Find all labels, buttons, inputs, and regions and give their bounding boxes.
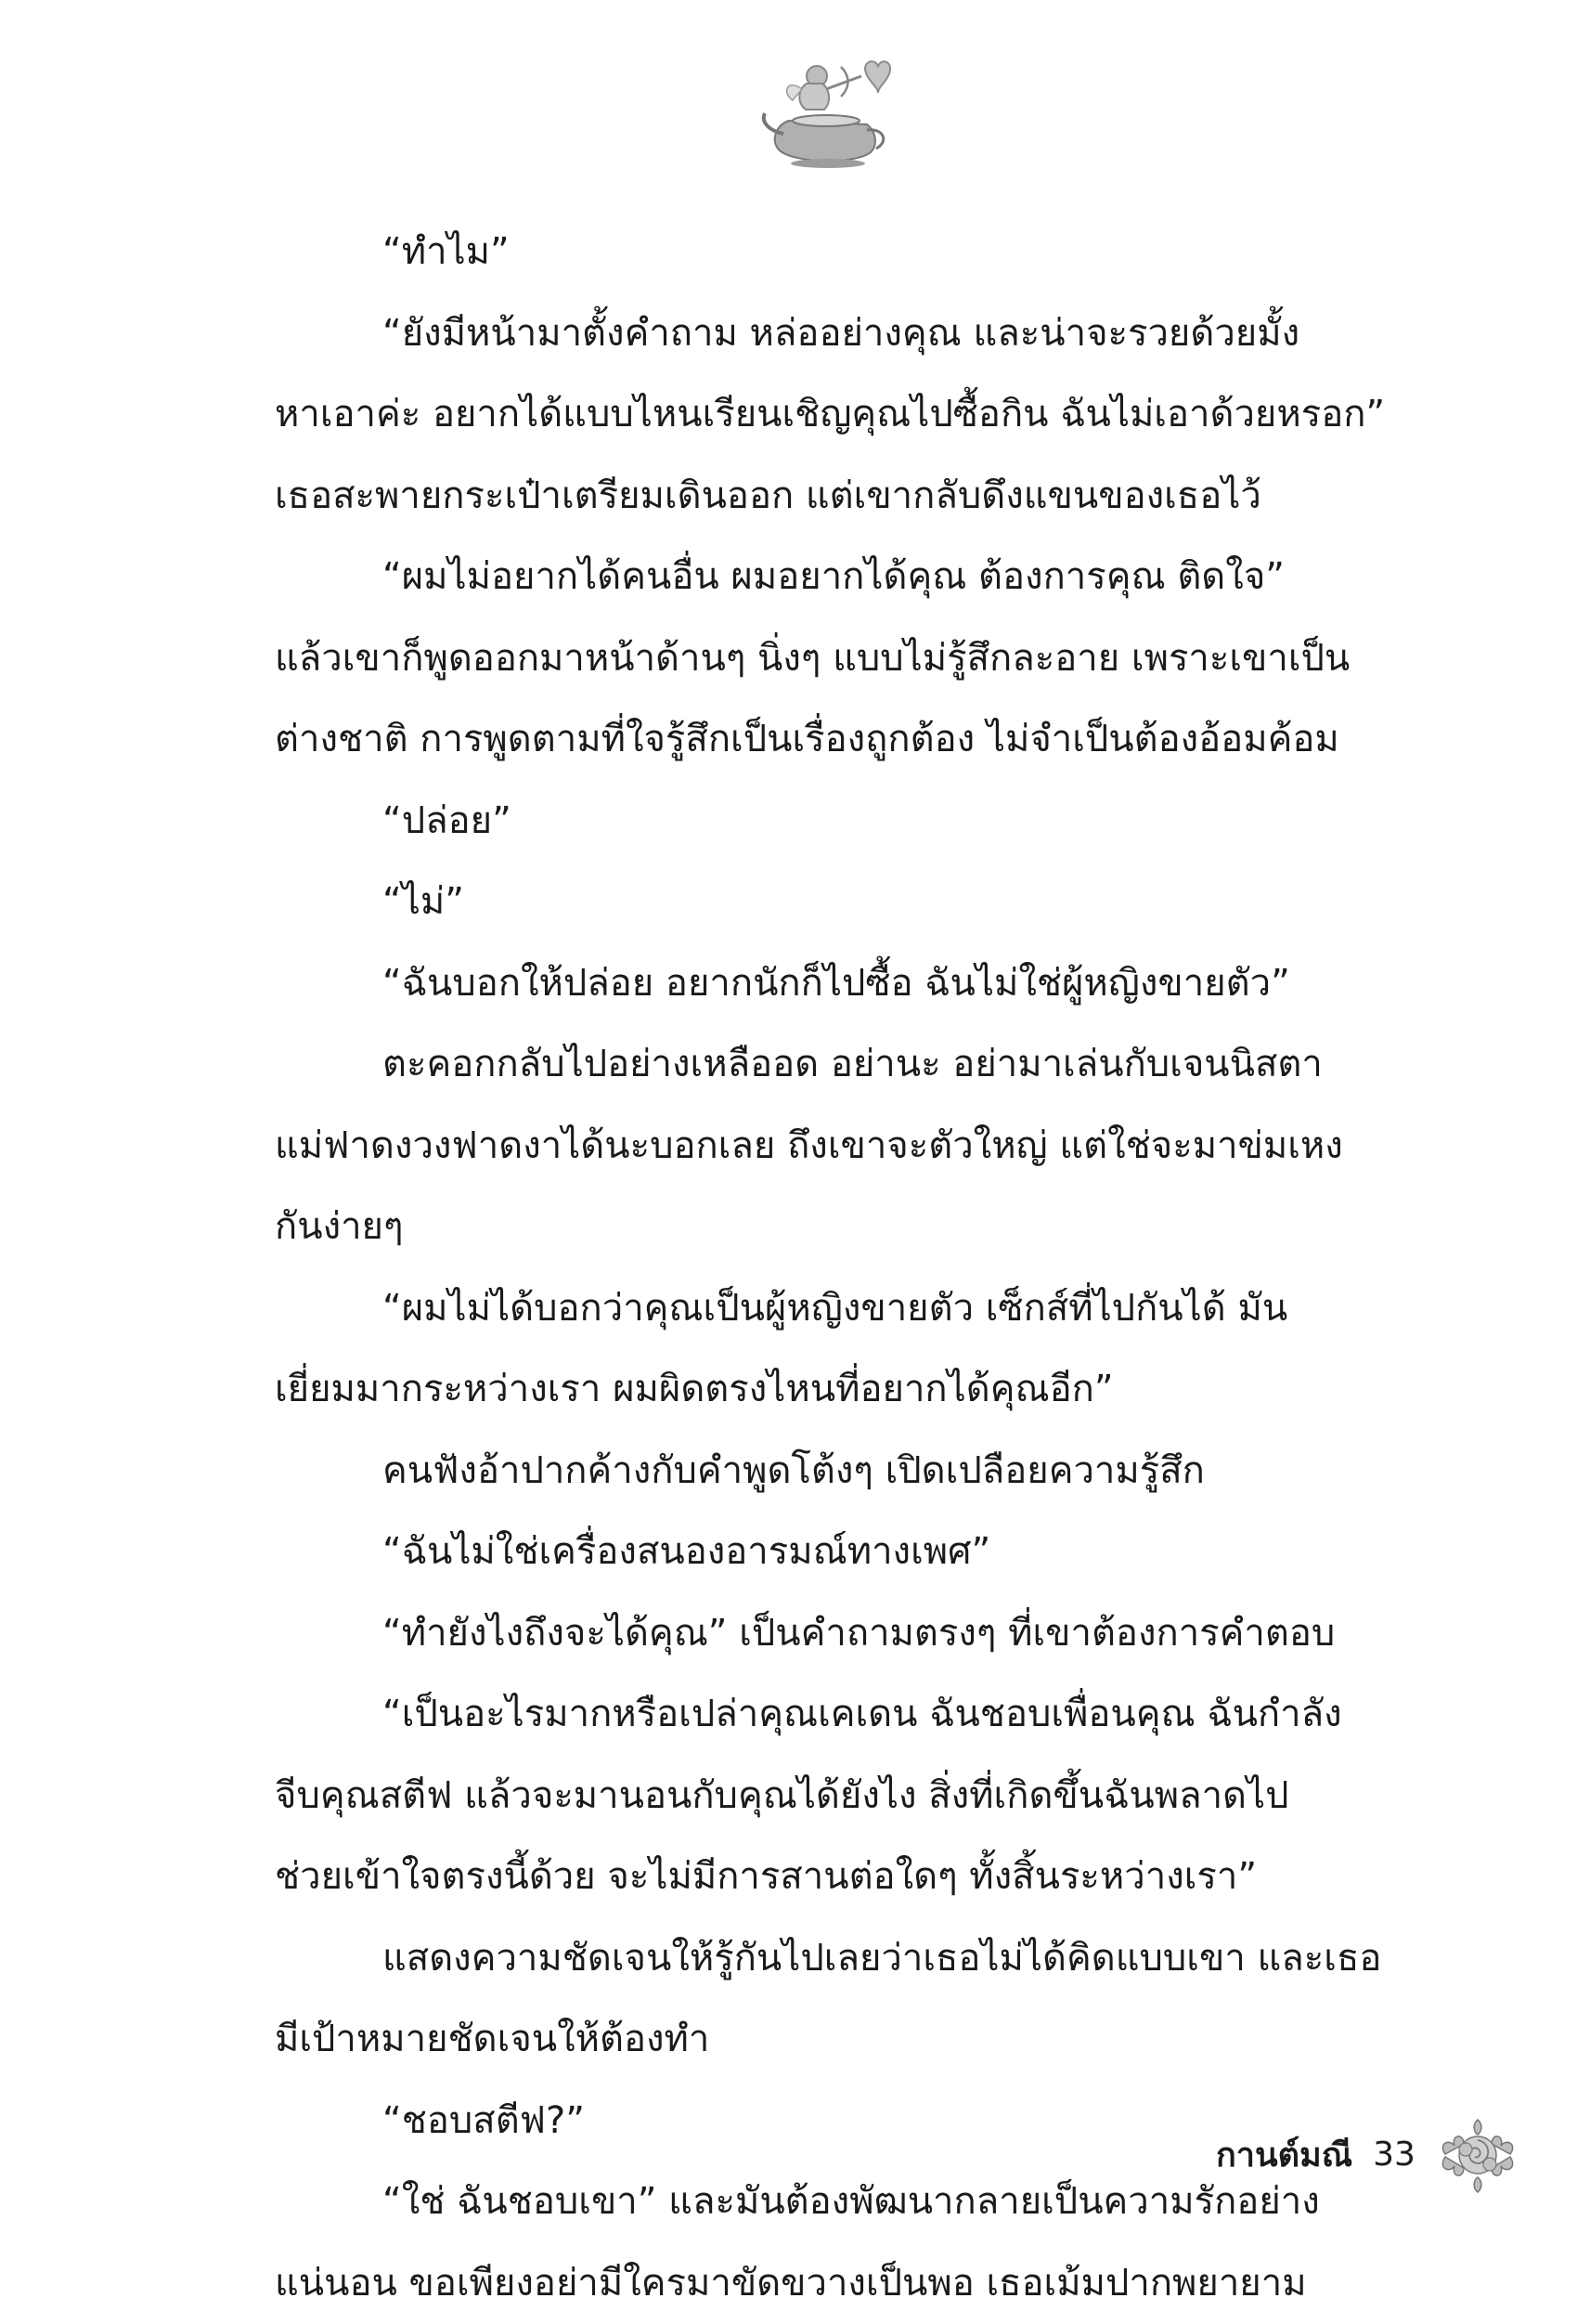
- paragraph-line: ตะคอกกลับไปอย่างเหลืออด อย่านะ อย่ามาเล่นกับเจนนิสตา: [275, 1024, 1409, 1106]
- paragraph-line: “ฉันไม่ใช่เครื่องสนองอารมณ์ทางเพศ”: [275, 1512, 1409, 1593]
- paragraph-line: แล้วเขาก็พูดออกมาหน้าด้านๆ นิ่งๆ แบบไม่รู้สึกละอาย เพราะเขาเป็น: [275, 618, 1409, 700]
- paragraph-line: แน่นอน ขอเพียงอย่ามีใครมาขัดขวางเป็นพอ เธอเม้มปากพยายาม: [275, 2243, 1409, 2324]
- page-number: 33: [1373, 2136, 1415, 2174]
- paragraph-line: แม่ฟาดงวงฟาดงาได้นะบอกเลย ถึงเขาจะตัวใหญ่ แต่ใช่จะมาข่มเหง: [275, 1106, 1409, 1188]
- paragraph-line: มีเป้าหมายชัดเจนให้ต้องทำ: [275, 1999, 1409, 2081]
- paragraph-line: ช่วยเข้าใจตรงนี้ด้วย จะไม่มีการสานต่อใดๆ ทั้งสิ้นระหว่างเรา”: [275, 1837, 1409, 1918]
- paragraph-line: แสดงความชัดเจนให้รู้กันไปเลยว่าเธอไม่ได้คิดแบบเขา และเธอ: [275, 1918, 1409, 2000]
- paragraph-line: จีบคุณสตีฟ แล้วจะมานอนกับคุณได้ยังไง สิ่งที่เกิดขึ้นฉันพลาดไป: [275, 1756, 1409, 1837]
- page-footer: [1216, 2112, 1519, 2196]
- cupid-teapot-icon: [761, 56, 900, 172]
- rose-icon: [1436, 2112, 1519, 2196]
- paragraph-line: “ไม่”: [275, 862, 1409, 943]
- paragraph-line: กันง่ายๆ: [275, 1187, 1409, 1268]
- paragraph-line: ต่างชาติ การพูดตามที่ใจรู้สึกเป็นเรื่องถูกต้อง ไม่จำเป็นต้องอ้อมค้อม: [275, 699, 1409, 781]
- story-text: [275, 212, 1409, 2324]
- paragraph-line: เยี่ยมมากระหว่างเรา ผมผิดตรงไหนที่อยากได้คุณอีก”: [275, 1349, 1409, 1431]
- paragraph-line: คนฟังอ้าปากค้างกับคำพูดโต้งๆ เปิดเปลือยความรู้สึก: [275, 1431, 1409, 1513]
- paragraph-line: “ปล่อย”: [275, 781, 1409, 863]
- paragraph-line: “ผมไม่ได้บอกว่าคุณเป็นผู้หญิงขายตัว เซ็กส์ที่ไปกันได้ มัน: [275, 1268, 1409, 1350]
- paragraph-line: “ใช่ ฉันชอบเขา” และมันต้องพัฒนากลายเป็นความรักอย่าง: [275, 2162, 1409, 2243]
- paragraph-line: “ชอบสตีฟ?”: [275, 2081, 1409, 2162]
- paragraph-line: “ฉันบอกให้ปล่อย อยากนักก็ไปซื้อ ฉันไม่ใช่ผู้หญิงขายตัว”: [275, 943, 1409, 1025]
- paragraph-line: “ทำยังไงถึงจะได้คุณ” เป็นคำถามตรงๆ ที่เขาต้องการคำตอบ: [275, 1593, 1409, 1675]
- paragraph-line: หาเอาค่ะ อยากได้แบบไหนเรียนเชิญคุณไปซื้อกิน ฉันไม่เอาด้วยหรอก”: [275, 374, 1409, 456]
- paragraph-line: เธอสะพายกระเป๋าเตรียมเดินออก แต่เขากลับดึงแขนของเธอไว้: [275, 456, 1409, 538]
- paragraph-line: “เป็นอะไรมากหรือเปล่าคุณเคเดน ฉันชอบเพื่อนคุณ ฉันกำลัง: [275, 1674, 1409, 1756]
- paragraph-line: “ทำไม”: [275, 212, 1409, 293]
- paragraph-line: “ยังมีหน้ามาตั้งคำถาม หล่ออย่างคุณ และน่าจะรวยด้วยมั้ง: [275, 293, 1409, 375]
- book-title: กานต์มณี: [1216, 2128, 1352, 2181]
- paragraph-line: “ผมไม่อยากได้คนอื่น ผมอยากได้คุณ ต้องการคุณ ติดใจ”: [275, 537, 1409, 618]
